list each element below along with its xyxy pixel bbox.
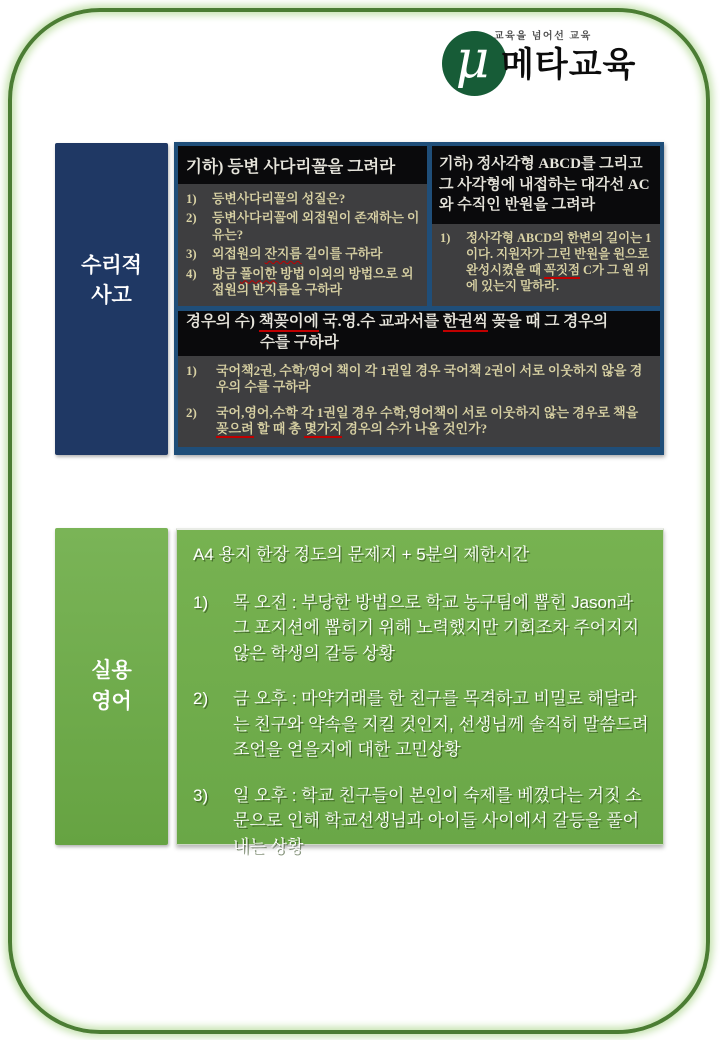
math-label-line1: 수리적: [81, 253, 142, 277]
list-item: 2) 국어,영어,수학 각 1권일 경우 수학,영어책이 서로 이웃하지 않는 경우로 책을 꽂으려 할 때 총 몇가지 경우의 수가 나올 것인가?: [186, 404, 639, 437]
slide-body: [432, 224, 660, 306]
english-content-box: [176, 528, 664, 856]
slide-title: 경우의 수) 책꽂이에 국.영.수 교과서를 한권씩 꽂을 때 그 경우의 수를 구하라: [178, 311, 660, 356]
geometry-square-slide: [432, 146, 660, 306]
spellcheck-underline: 풀이한: [239, 266, 278, 281]
logo-brand: 메타교육: [501, 46, 637, 84]
list-item: 2) 등변사다리꼴에 외접원이 존재하는 이유는?: [186, 211, 420, 242]
spellcheck-underline: 한권씩: [442, 313, 488, 331]
logo-tagline: 교육을 넘어선 교육: [494, 31, 592, 42]
math-problems-board: [174, 142, 664, 455]
english-section-label: [55, 528, 168, 845]
list-item: 2) 금 오후 : 마약거래를 한 친구를 목격하고 비밀로 해달라는 친구와 약속을 지킬 것인지, 선생님께 솔직히 말씀드려 조언을 얻을지에 대한 고민상황: [193, 689, 649, 759]
english-label-line2: 영어: [91, 689, 132, 713]
list-item: 1) 등변사다리꼴의 성질은?: [186, 192, 346, 206]
math-label-line2: 사고: [91, 284, 132, 307]
combinatorics-slide: [178, 311, 660, 447]
slide-body: [178, 356, 660, 448]
slide-title: 기하) 정사각형 ABCD를 그리고 그 사각형에 내접하는 대각선 AC 와 수직인 반원을 그려라: [432, 146, 660, 224]
slide-body: [178, 184, 427, 306]
spellcheck-underline: 잔지름: [264, 247, 302, 262]
english-header: A4 용지 한장 정도의 문제지 + 5분의 제한시간: [193, 545, 529, 564]
spellcheck-underline: 꽂으려: [216, 421, 254, 437]
spellcheck-underline: 책꽂이에: [258, 313, 319, 331]
math-section-label: [55, 143, 168, 455]
list-item: 3) 일 오후 : 학교 친구들이 본인이 숙제를 베꼈다는 거짓 소문으로 인해 학교선생님과 아이들 사이에서 갈등을 풀어내는 상황: [193, 785, 642, 856]
list-item: 1) 국어책2권, 수학/영어 책이 각 1권일 경우 국어책 2권이 서로 이웃하지 않을 경우의 수를 구하라: [186, 362, 643, 395]
spellcheck-underline: 몇가지: [304, 421, 343, 437]
spellcheck-underline: 꼭짓점: [544, 262, 580, 277]
list-item: 1) 목 오전 : 부당한 방법으로 학교 농구팀에 뽑힌 Jason과 그 포지션에 뽑히기 위해 노력했지만 기회조차 주어지지 않은 학생의 갈등 상황: [193, 592, 640, 663]
list-item: 3) 외접원의 잔지름 길이를 구하라: [186, 247, 383, 262]
mu-icon: μ: [455, 29, 490, 90]
geometry-trapezoid-slide: [178, 146, 427, 306]
list-item: 1) 정사각형 ABCD의 한변의 길이는 1이다. 지원자가 그린 반원을 원으로 완성시켰을 때 꼭짓점 C가 그 원 위에 있는지 말하라.: [440, 231, 652, 293]
english-label-line1: 실용: [91, 659, 132, 683]
slide-title: 기하) 등변 사다리꼴을 그려라: [178, 146, 427, 184]
list-item: 4) 방금 풀이한 방법 이외의 방법으로 외접원의 반지름을 구하라: [186, 266, 414, 297]
